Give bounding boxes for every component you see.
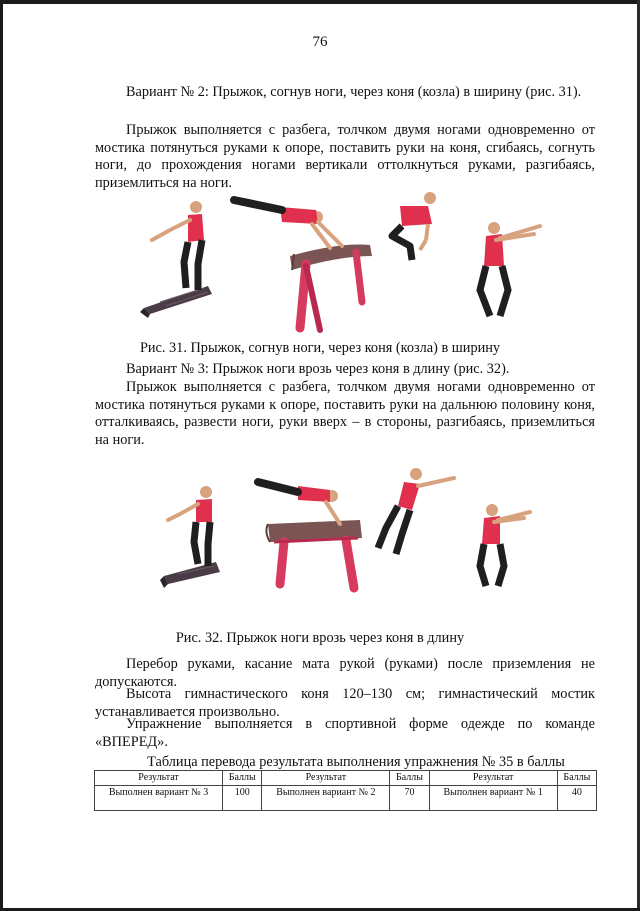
table-cell: Выполнен вариант № 1 — [429, 786, 557, 811]
note-landing: Перебор руками, касание мата рукой (руками) после приземления не допускаются. — [95, 656, 595, 690]
table-header-cell: Результат — [95, 771, 223, 786]
variant2-text: Прыжок выполняется с разбега, толчком двумя ногами одновременно от мостика потянуться руками к опоре, поставить руки на коня, сгибаясь, согнуть ноги, до прохождения ногами вертикали оттолкнуться руками, разгибаясь, приземлиться на ноги. — [95, 122, 595, 191]
figure-32-caption: Рис. 32. Прыжок ноги врозь через коня в длину — [175, 630, 465, 646]
gymnast-figure-4 — [480, 222, 540, 316]
variant2-heading: Вариант № 2: Прыжок, согнув ноги, через коня (козла) в ширину (рис. 31). — [126, 84, 582, 100]
figure-32-illustration — [150, 462, 550, 604]
table-header-cell: Баллы — [390, 771, 429, 786]
table-row — [95, 786, 597, 811]
variant3-text: Прыжок выполняется с разбега, толчком двумя ногами одновременно от мостика потянуться руками к опоре, поставить руки на дальнюю половину коня, отталкиваясь, развести ноги, руки вверх – в стороны, разгибаясь, приземлиться на ноги. — [95, 379, 595, 448]
gymnast-figure-2 — [234, 200, 342, 248]
vaulting-horse-graphic — [290, 244, 372, 330]
scan-border-top — [0, 0, 640, 4]
figure-31-caption: Рис. 31. Прыжок, согнув ноги, через коня (козла) в ширину — [139, 340, 501, 356]
table-cell: 40 — [557, 786, 596, 811]
table-header-cell: Баллы — [557, 771, 596, 786]
variant3-heading: Вариант № 3: Прыжок ноги врозь через коня в длину (рис. 32). — [126, 361, 510, 377]
scan-border-left — [0, 0, 3, 911]
table-header-row — [95, 771, 597, 786]
gymnast-figure-2 — [258, 482, 340, 524]
figure-31-illustration — [130, 190, 550, 338]
gymnast-figure-3 — [378, 468, 454, 554]
page-number: 76 — [312, 34, 328, 50]
gymnast-figure-3 — [392, 192, 436, 260]
table-cell: Выполнен вариант № 3 — [95, 786, 223, 811]
table-header-cell: Результат — [429, 771, 557, 786]
table-cell: 100 — [223, 786, 262, 811]
springboard-graphic — [140, 286, 212, 318]
score-table — [94, 770, 597, 811]
gymnast-figure-1 — [152, 201, 204, 290]
vaulting-horse-graphic — [266, 520, 362, 588]
table-title: Таблица перевода результата выполнения упражнения № 35 в баллы — [147, 754, 565, 770]
table-cell: 70 — [390, 786, 429, 811]
gymnast-figure-1 — [168, 486, 212, 566]
gymnast-figure-4 — [480, 504, 530, 586]
table-header-cell: Баллы — [223, 771, 262, 786]
table-header-cell: Результат — [262, 771, 390, 786]
note-command: Упражнение выполняется в спортивной форме одежде по команде «ВПЕРЕД». — [95, 716, 595, 750]
note-equipment: Высота гимнастического коня 120–130 см; гимнастический мостик устанавливается произвольно. — [95, 686, 595, 720]
table-cell: Выполнен вариант № 2 — [262, 786, 390, 811]
